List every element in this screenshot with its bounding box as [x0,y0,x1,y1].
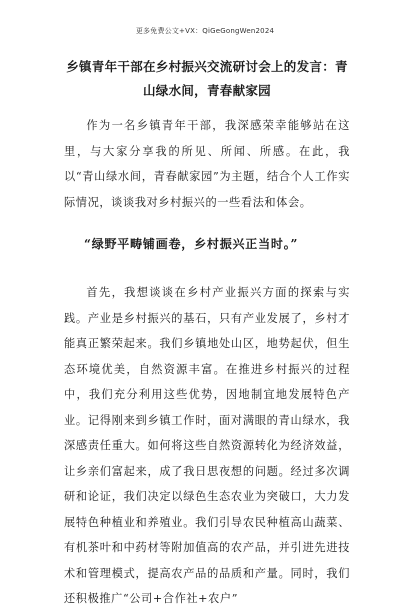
paragraph-industry-text: 首先，我想谈谈在乡村产业振兴方面的探索与实践。产业是乡村振兴的基石，只有产业发展了，乡村才能真正繁荣起来。我们乡镇地处山区，地势起伏，但生态环境优美，自然资源丰富。在推进乡村振兴的过程中，我们充分利用这些优势，因地制宜地发展特色产业。记得刚来到乡镇工作时，面对满眼的青山绿水，我深感责任重大。如何将这些自然资源转化为经济效益，让乡亲们富起来，成了我日思夜想的问题。经过多次调研和论证，我们决定以绿色生态农业为突破口，大力发展特色种植业和养殖业。我们引导农民种植高山蔬菜、有机茶叶和中药材等附加值高的农产品，并引进先进技术和管理模式，提高农产品的品质和产量。同时，我们还积极推广“公司+合作社+农户” [64,286,350,605]
paragraph-intro [64,113,350,215]
header-note: 更多免费公文+VX：QiGeGongWen2024 [135,27,275,35]
section-subheading: “绿野平畴铺画卷，乡村振兴正当时。” [84,237,299,251]
paragraph-intro-text: 作为一名乡镇青年干部，我深感荣幸能够站在这里，与大家分享我的所见、所闻、所感。在此，我以“青山绿水间，青春献家园”为主题，结合个人工作实际情况，谈谈我对乡村振兴的一些看法和体会。 [64,119,350,209]
document-title: 乡镇青年干部在乡村振兴交流研讨会上的发言：青山绿水间，青春献家园 [66,59,348,98]
paragraph-industry [64,280,350,612]
